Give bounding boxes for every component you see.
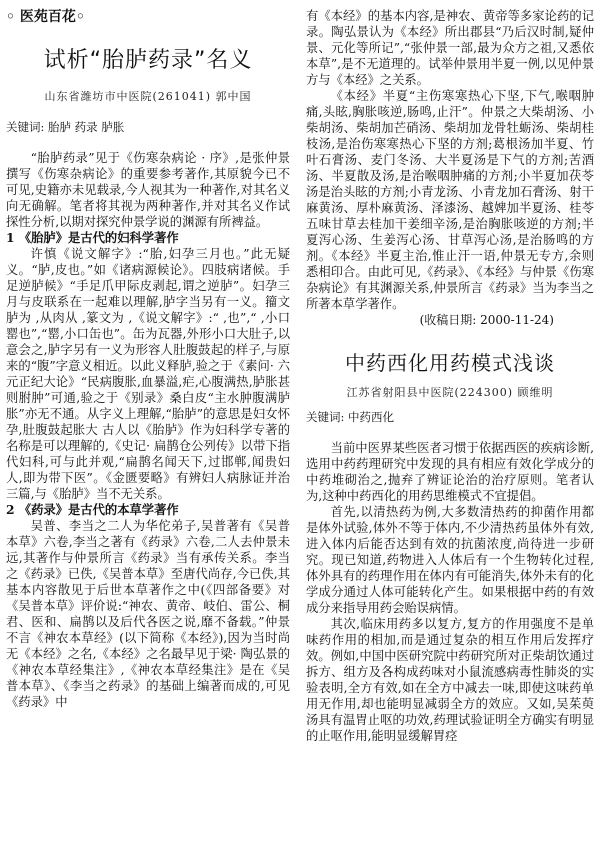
paragraph-1: 当前中医界某些医者习惯于依据西医的疾病诊断,选用中药药理研究中发现的具有相应有效化学成分的中药堆砌治之,抛弃了辨证论治的治疗原则。笔者认为,这种中药西化的用药思维模式不宜提倡。 — [306, 441, 594, 503]
section1-body: 许慎《说文解字》:“胎,妇孕三月也。”此无疑义。“胪,皮也。”如《诸病源候论》。四肢病诸候。手足逆胪候》“手足爪甲际皮剥起,谓之逆胪”。妇孕三月与皮联系在一起难以理解,胪字当另有一义。籀文胪为 ,从肉从 ,篆文为 ,《说文解字》:“ ,也”,“ ,小口罂也”,“罂,小口缶也”。缶为瓦器,外形小口大肚子,以意会之,胪字另有一义为形容人肚腹鼓起的样子,与原来的“腹”字意义相近。以此义释胪,验之于《素问· 六元正纪大论》“民病腹胀,血暴溢,疟,心腹满热,胪胀甚则胕肿”可通,验之于《别录》桑白皮“主水肿腹满胪胀”亦无不通。从字义上理解,“胎胪”的意思是妇女怀孕,肚腹鼓起胀大 古人以《胎胪》作为妇科学专著的名称是可以理解的,《史记· 扁鹊仓公列传》以带下指代妇科,可与此并观,“扁鹊名闻天下,过邯郸,闻贵妇人,即为带下医”。《金匮要略》有辨妇人病脉证并治三篇,与《胎胪》当不无关系。 — [6, 247, 290, 501]
intro-paragraph: “胎胪药录”见于《伤寒杂病论 · 序》,是张仲景撰写《伤寒杂病论》的重要参考著作,其原貌今已不可见,史籍亦未见载录,今人视其为一种著作,对其名义向无确解。笔者将其视为两种著作,并对其名义作试探性分析,以期对探究仲景学说的渊源有所裨益。 — [6, 151, 290, 229]
continued-paragraph: 有《本经》的基本内容,是神农、黄帝等多家论药的记录。陶弘景认为《本经》所出郡县“乃后汉时制,疑仲景、元化等所记”,“张仲景一部,最为众方之祖,又悉依本草”,是不无道理的。试举仲景用半夏一例,以见仲景方与《本经》之关系。 — [306, 9, 594, 87]
section1-heading: 1 《胎胪》是古代的妇科学著作 — [6, 230, 179, 245]
article-title-right: 中药西化用药模式浅谈 — [345, 351, 555, 375]
section2-body: 吴普、李当之二人为华佗弟子,吴普著有《吴普本草》六卷,李当之著有《药录》六卷,二人去仲景未远,其著作与仲景所言《药录》当有承传关系。李当之《药录》已佚,《吴普本草》至唐代尚存,今已佚,其基本内容散见于后世本草著作之中(《四部备要》对《吴普本草》评价说:“神农、黄帝、岐伯、雷公、桐君、医和、扁鹊以及后代各医之说,靡不备载。”仲景不言《神农本草经》(以下简称《本经》),因为当时尚无《本经》之名,《本经》之名最早见于梁· 陶弘景的《神农本草经集注》,《神农本草经集注》是在《吴普本草》、《李当之药录》的基础上编著而成的,可见《药录》中 — [6, 519, 290, 709]
left-column — [6, 8, 290, 710]
affiliation-left: 山东省潍坊市中医院(261041) 郭中国 — [44, 90, 252, 103]
article-title-left: 试析“胎胪药录”名义 — [43, 48, 253, 73]
paragraph-2: 首先,以清热药为例,大多数清热药的抑菌作用都是体外试验,体外不等于体内,不少清热药虽体外有效,进入体内后能否达到有效的抗菌浓度,尚待进一步研究。现已知道,药物进入人体后有一个生物转化过程,体外具有的药理作用在体内有可能消失,体外未有的化学成分通过人体可能转化产生。如果根据中药的有效成分来指导用药会贻误病情。 — [306, 505, 594, 615]
received-date: (收稿日期: 2000-11-24) — [419, 313, 554, 327]
right-column — [306, 8, 594, 744]
keywords-right: 关键词: 中药西化 — [306, 410, 395, 424]
paragraph-3: 其次,临床用药多以复方,复方的作用强度不是单味药作用的相加,而是通过复杂的相互作用后发挥疗效。例如,中国中医研究院中药研究所对正柴胡饮通过拆方、组方及各构成药味对小鼠流感病毒性肺炎的实验表明,全方有效,如在全方中减去一味,即使这味药单用无作用,却也能明显减弱全方的效应。又如,吴茱萸汤具有温胃止呕的功效,药理试验证明全方确实有明显的止呕作用,能明显缓解胃痉 — [306, 617, 594, 743]
keywords-left: 关键词: 胎胪 药录 胪胀 — [6, 120, 125, 134]
banxia-paragraph: 《本经》半夏“主伤寒寒热心下坚,下气,喉咽肿痛,头眩,胸胀咳逆,肠鸣,止汗”。仲景之大柴胡汤、小柴胡汤、柴胡加芒硝汤、柴胡加龙骨牡蛎汤、柴胡桂枝汤,是治伤寒寒热心下坚的方剂;葛根汤加半夏、竹叶石膏汤、麦门冬汤、大半夏汤是下气的方剂;苦酒汤、半夏散及汤,是治喉咽肿痛的方剂;小半夏加茯苓汤是治头眩的方剂;小青龙汤、小青龙加石膏汤、射干麻黄汤、厚朴麻黄汤、泽漆汤、越婢加半夏汤、桂苓五味甘草去桂加干姜细辛汤,是治胸胀咳逆的方剂;半夏泻心汤、生姜泻心汤、甘草泻心汤,是治肠鸣的方剂。《本经》半夏主治,惟止汗一语,仲景无专方,余则悉相印合。由此可见,《药录》、《本经》与仲景《伤寒杂病论》有其渊源关系,仲景所言《药录》当为李当之所著本草学著作。 — [306, 89, 594, 311]
affiliation-right: 江苏省射阳县中医院(224300) 顾维明 — [346, 386, 554, 399]
section2-heading: 2 《药录》是古代的本草学著作 — [6, 502, 179, 517]
column-label: ◦ 医苑百花◦ — [6, 9, 85, 25]
